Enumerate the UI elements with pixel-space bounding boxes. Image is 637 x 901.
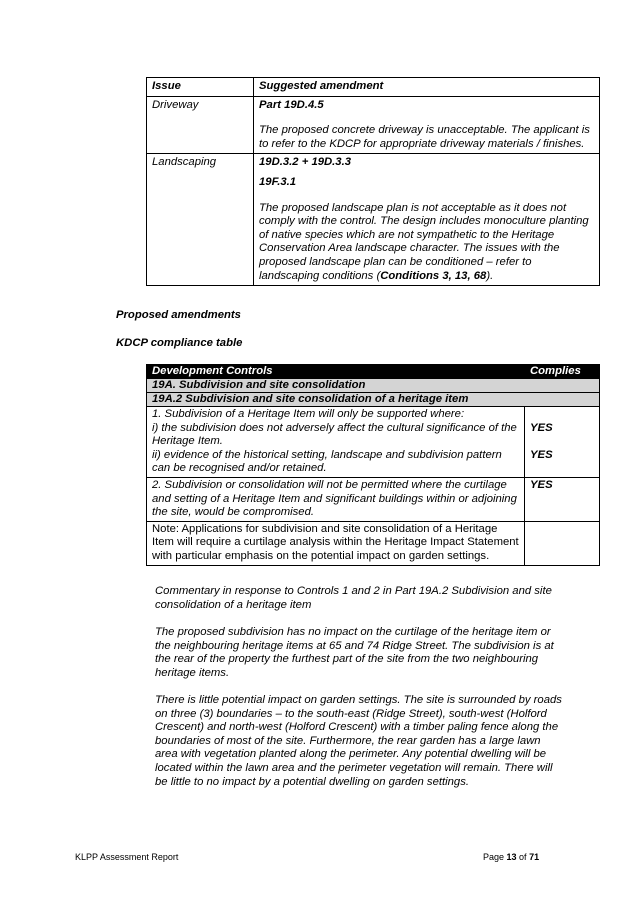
complies-value: YES — [530, 421, 553, 434]
compliance-table — [146, 364, 600, 566]
commentary-paragraph: The proposed subdivision has no impact on the curtilage of the heritage item or the neighbouring heritage items at 65 and 74 Ridge Street. The subdivision is at the rear of the property the furthest part of the site from the two neighbouring heritage items. — [155, 626, 554, 679]
proposed-amendments-heading: Proposed amendments — [116, 309, 241, 321]
table-row — [147, 96, 600, 154]
commentary-title: Commentary in response to Controls 1 and 2 in Part 19A.2 Subdivision and site consolidation of a heritage item — [155, 585, 552, 611]
page-prefix: Page — [483, 852, 507, 862]
amendment-ref: 19D.3.2 + 19D.3.3 — [259, 156, 352, 169]
complies-value: YES — [530, 448, 553, 461]
issues-table — [146, 77, 600, 286]
control-cell: 2. Subdivision or consolidation will not be permitted where the curtilage and setting of a Heritage Item and significant buildings within or adjoining the site, would be compromised. — [147, 477, 525, 521]
subsection-title: 19A.2 Subdivision and site consolidation of a heritage item — [147, 393, 600, 407]
page-current: 13 — [506, 852, 517, 862]
control-item: i) the subdivision does not adversely affect the cultural significance of the Heritage Item. — [152, 421, 517, 448]
issue-column-header: Issue — [147, 78, 254, 97]
complies-column-header: Complies — [525, 365, 600, 379]
page-total: 71 — [529, 852, 540, 862]
complies-cell — [525, 407, 600, 478]
table-row — [147, 521, 600, 565]
amendment-cell — [254, 154, 600, 286]
amendment-column-header: Suggested amendment — [254, 78, 600, 97]
section-row — [147, 379, 600, 393]
control-item: ii) evidence of the historical setting, landscape and subdivision pattern can be recognised and/or retained. — [152, 448, 502, 475]
compliance-table-header — [147, 365, 600, 379]
subsection-row — [147, 393, 600, 407]
page-of: of — [516, 852, 530, 862]
complies-value: YES — [525, 477, 600, 521]
commentary-paragraph: There is little potential impact on garden settings. The site is surrounded by roads on three (3) boundaries – to the south-east (Ridge Street), south-west (Holford Crescent) and north-west (Holford Crescent) with a timber paling fence along the boundaries of most of the site. Furthermore, the rear garden has a large lawn area with vegetation planted along the perimeter. Any potential dwelling will be located within the lawn area and the perimeter vegetation will remain. There will be little to no impact by a potential dwelling on garden settings. — [155, 694, 562, 788]
kdcp-compliance-heading: KDCP compliance table — [116, 337, 243, 349]
page-number — [483, 852, 539, 862]
table-row — [147, 477, 600, 521]
issue-cell: Landscaping — [147, 154, 254, 286]
conditions-reference: Conditions 3, 13, 68 — [380, 269, 487, 282]
table-row — [147, 154, 600, 286]
control-intro: 1. Subdivision of a Heritage Item will only be supported where: — [152, 408, 465, 420]
note-cell: Note: Applications for subdivision and site consolidation of a Heritage Item will require a curtilage analysis within the Heritage Impact Statement with particular emphasis on the potential impact on garden settings. — [147, 521, 525, 565]
amendment-ref: Part 19D.4.5 — [259, 98, 324, 111]
amendment-body-end: ). — [486, 269, 494, 282]
control-cell — [147, 407, 525, 478]
amendment-cell — [254, 96, 600, 154]
footer-report-title: KLPP Assessment Report — [75, 852, 179, 862]
section-title: 19A. Subdivision and site consolidation — [147, 379, 600, 393]
amendment-body-text: The proposed landscape plan is not acceptable as it does not comply with the control. The design includes monoculture planting of native species which are not sympathetic to the Heritage Conservation Area landscape character. The issues with the proposed landscape plan can be conditioned – refer to landscaping conditions ( — [259, 201, 589, 282]
amendment-ref: 19F.3.1 — [259, 175, 297, 188]
amendment-body — [259, 202, 594, 284]
issue-cell: Driveway — [147, 96, 254, 154]
controls-column-header: Development Controls — [147, 365, 525, 379]
amendment-body: The proposed concrete driveway is unacceptable. The applicant is to refer to the KDCP for appropriate driveway materials / finishes. — [259, 124, 590, 150]
table-row — [147, 407, 600, 478]
complies-cell-empty — [525, 521, 600, 565]
issues-table-header — [147, 78, 600, 97]
